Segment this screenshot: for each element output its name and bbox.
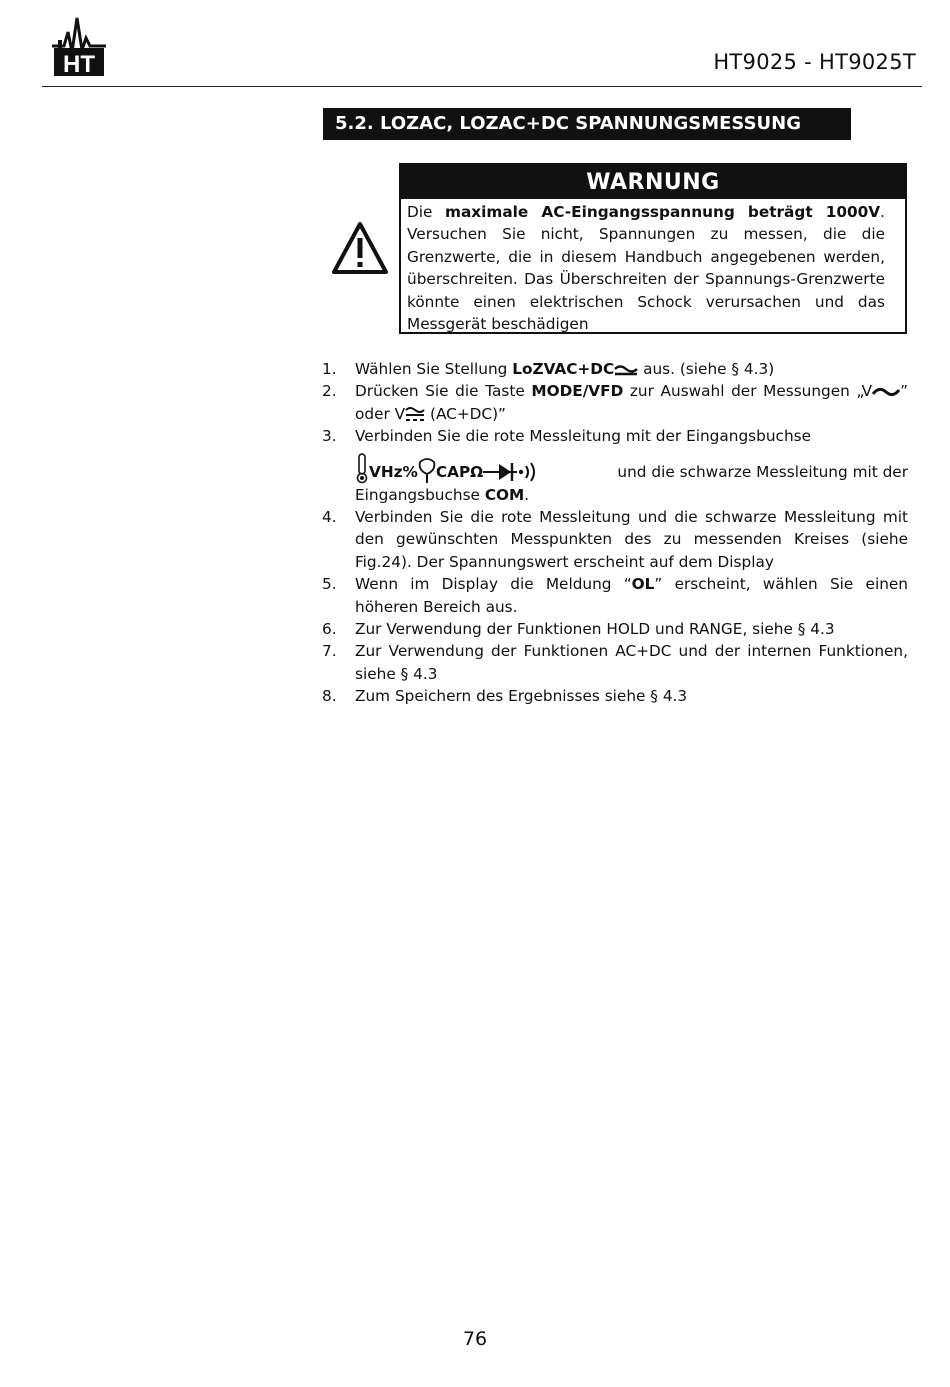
step-text: Drücken Sie die Taste: [355, 382, 532, 401]
step-number: 1.: [322, 360, 337, 378]
thermometer-icon: [355, 452, 369, 484]
list-item: [322, 380, 908, 425]
step-number: 5.: [322, 575, 337, 594]
warning-triangle-icon: [330, 220, 390, 276]
list-item: [322, 425, 908, 506]
step-number: 2.: [322, 382, 337, 401]
temperature-probe-icon: [418, 458, 436, 484]
warning-lead: Die: [407, 203, 446, 221]
step-text: Verbinden Sie die rote Messleitung und die schwarze Messleitung mit den gewünschten Messpunkten des zu messenden Kreises (siehe Fig.24). Der Spannungswert erscheint auf dem Display: [355, 508, 908, 571]
header-divider: [42, 86, 922, 87]
step-bold: MODE/VFD: [531, 382, 624, 401]
warning-text: [401, 199, 905, 335]
ht-logo: [50, 10, 108, 78]
list-item: [322, 358, 908, 380]
warning-rest: . Versuchen Sie nicht, Spannungen zu messen, die die Grenzwerte, die in diesem Handbuch angegebenen werden, überschreiten. Das Überschreiten der Spannungs-Grenzwerte könnte einen elektrischen Schock verursachen und das Messgerät beschädigen: [407, 203, 885, 334]
step-number: 7.: [322, 642, 337, 661]
step-text: .: [524, 485, 530, 504]
page-number: 76: [462, 1328, 488, 1350]
list-item: [322, 685, 908, 707]
section-title: 5.2. LOZAC, LOZAC+DC SPANNUNGSMESSUNG: [323, 108, 851, 140]
ac-dc-wave-icon: [614, 363, 638, 377]
list-item: [322, 640, 908, 685]
step-text: und die schwarze Messleitung mit der: [617, 463, 908, 482]
terminal-row: [355, 448, 908, 484]
step-bold: OL: [631, 575, 655, 594]
step-text: aus. (siehe § 4.3): [638, 360, 775, 378]
step-list: [322, 358, 908, 708]
step-text: (AC+DC)”: [425, 404, 506, 423]
list-item: [322, 618, 908, 640]
warning-bold: maximale AC-Eingangsspannung beträgt 1000V: [445, 203, 881, 221]
step-text: ” erscheint, wählen Sie einen höheren Bereich aus.: [355, 575, 909, 616]
step-bold: LoZVAC+DC: [512, 360, 615, 378]
terminal-label-2: CAPΩ: [435, 463, 484, 482]
input-terminal-symbols: [355, 452, 541, 484]
list-item: [322, 506, 908, 573]
step-text: Wenn im Display die Meldung “: [355, 575, 632, 594]
diode-continuity-icon: [483, 458, 541, 484]
step-text: Wählen Sie Stellung: [355, 360, 513, 378]
step-number: 4.: [322, 508, 337, 527]
step-text: Zur Verwendung der Funktionen AC+DC und der internen Funktionen, siehe § 4.3: [355, 642, 908, 683]
step-number: 3.: [322, 427, 337, 446]
logo-text: HT: [63, 51, 95, 78]
step-bold: COM: [484, 485, 525, 504]
step-text: Eingangsbuchse: [355, 485, 485, 504]
ac-dc-combined-icon: [405, 406, 425, 422]
list-item: [322, 573, 908, 618]
step-number: 8.: [322, 687, 337, 706]
step-text: Zur Verwendung der Funktionen HOLD und RANGE, siehe § 4.3: [355, 620, 835, 639]
step-number: 6.: [322, 620, 337, 639]
warning-box: [399, 163, 907, 334]
model-name: HT9025 - HT9025T: [713, 50, 916, 74]
terminal-label: VHz%: [369, 463, 418, 482]
warning-heading: WARNUNG: [401, 165, 905, 199]
step-text: ” oder V: [355, 382, 908, 423]
ac-wave-icon: [872, 386, 900, 398]
step-text: Verbinden Sie die rote Messleitung mit der Eingangsbuchse: [355, 427, 812, 446]
step-text: zur Auswahl der Messungen „V: [623, 382, 873, 401]
step-text: Zum Speichern des Ergebnisses siehe § 4.3: [355, 687, 688, 706]
